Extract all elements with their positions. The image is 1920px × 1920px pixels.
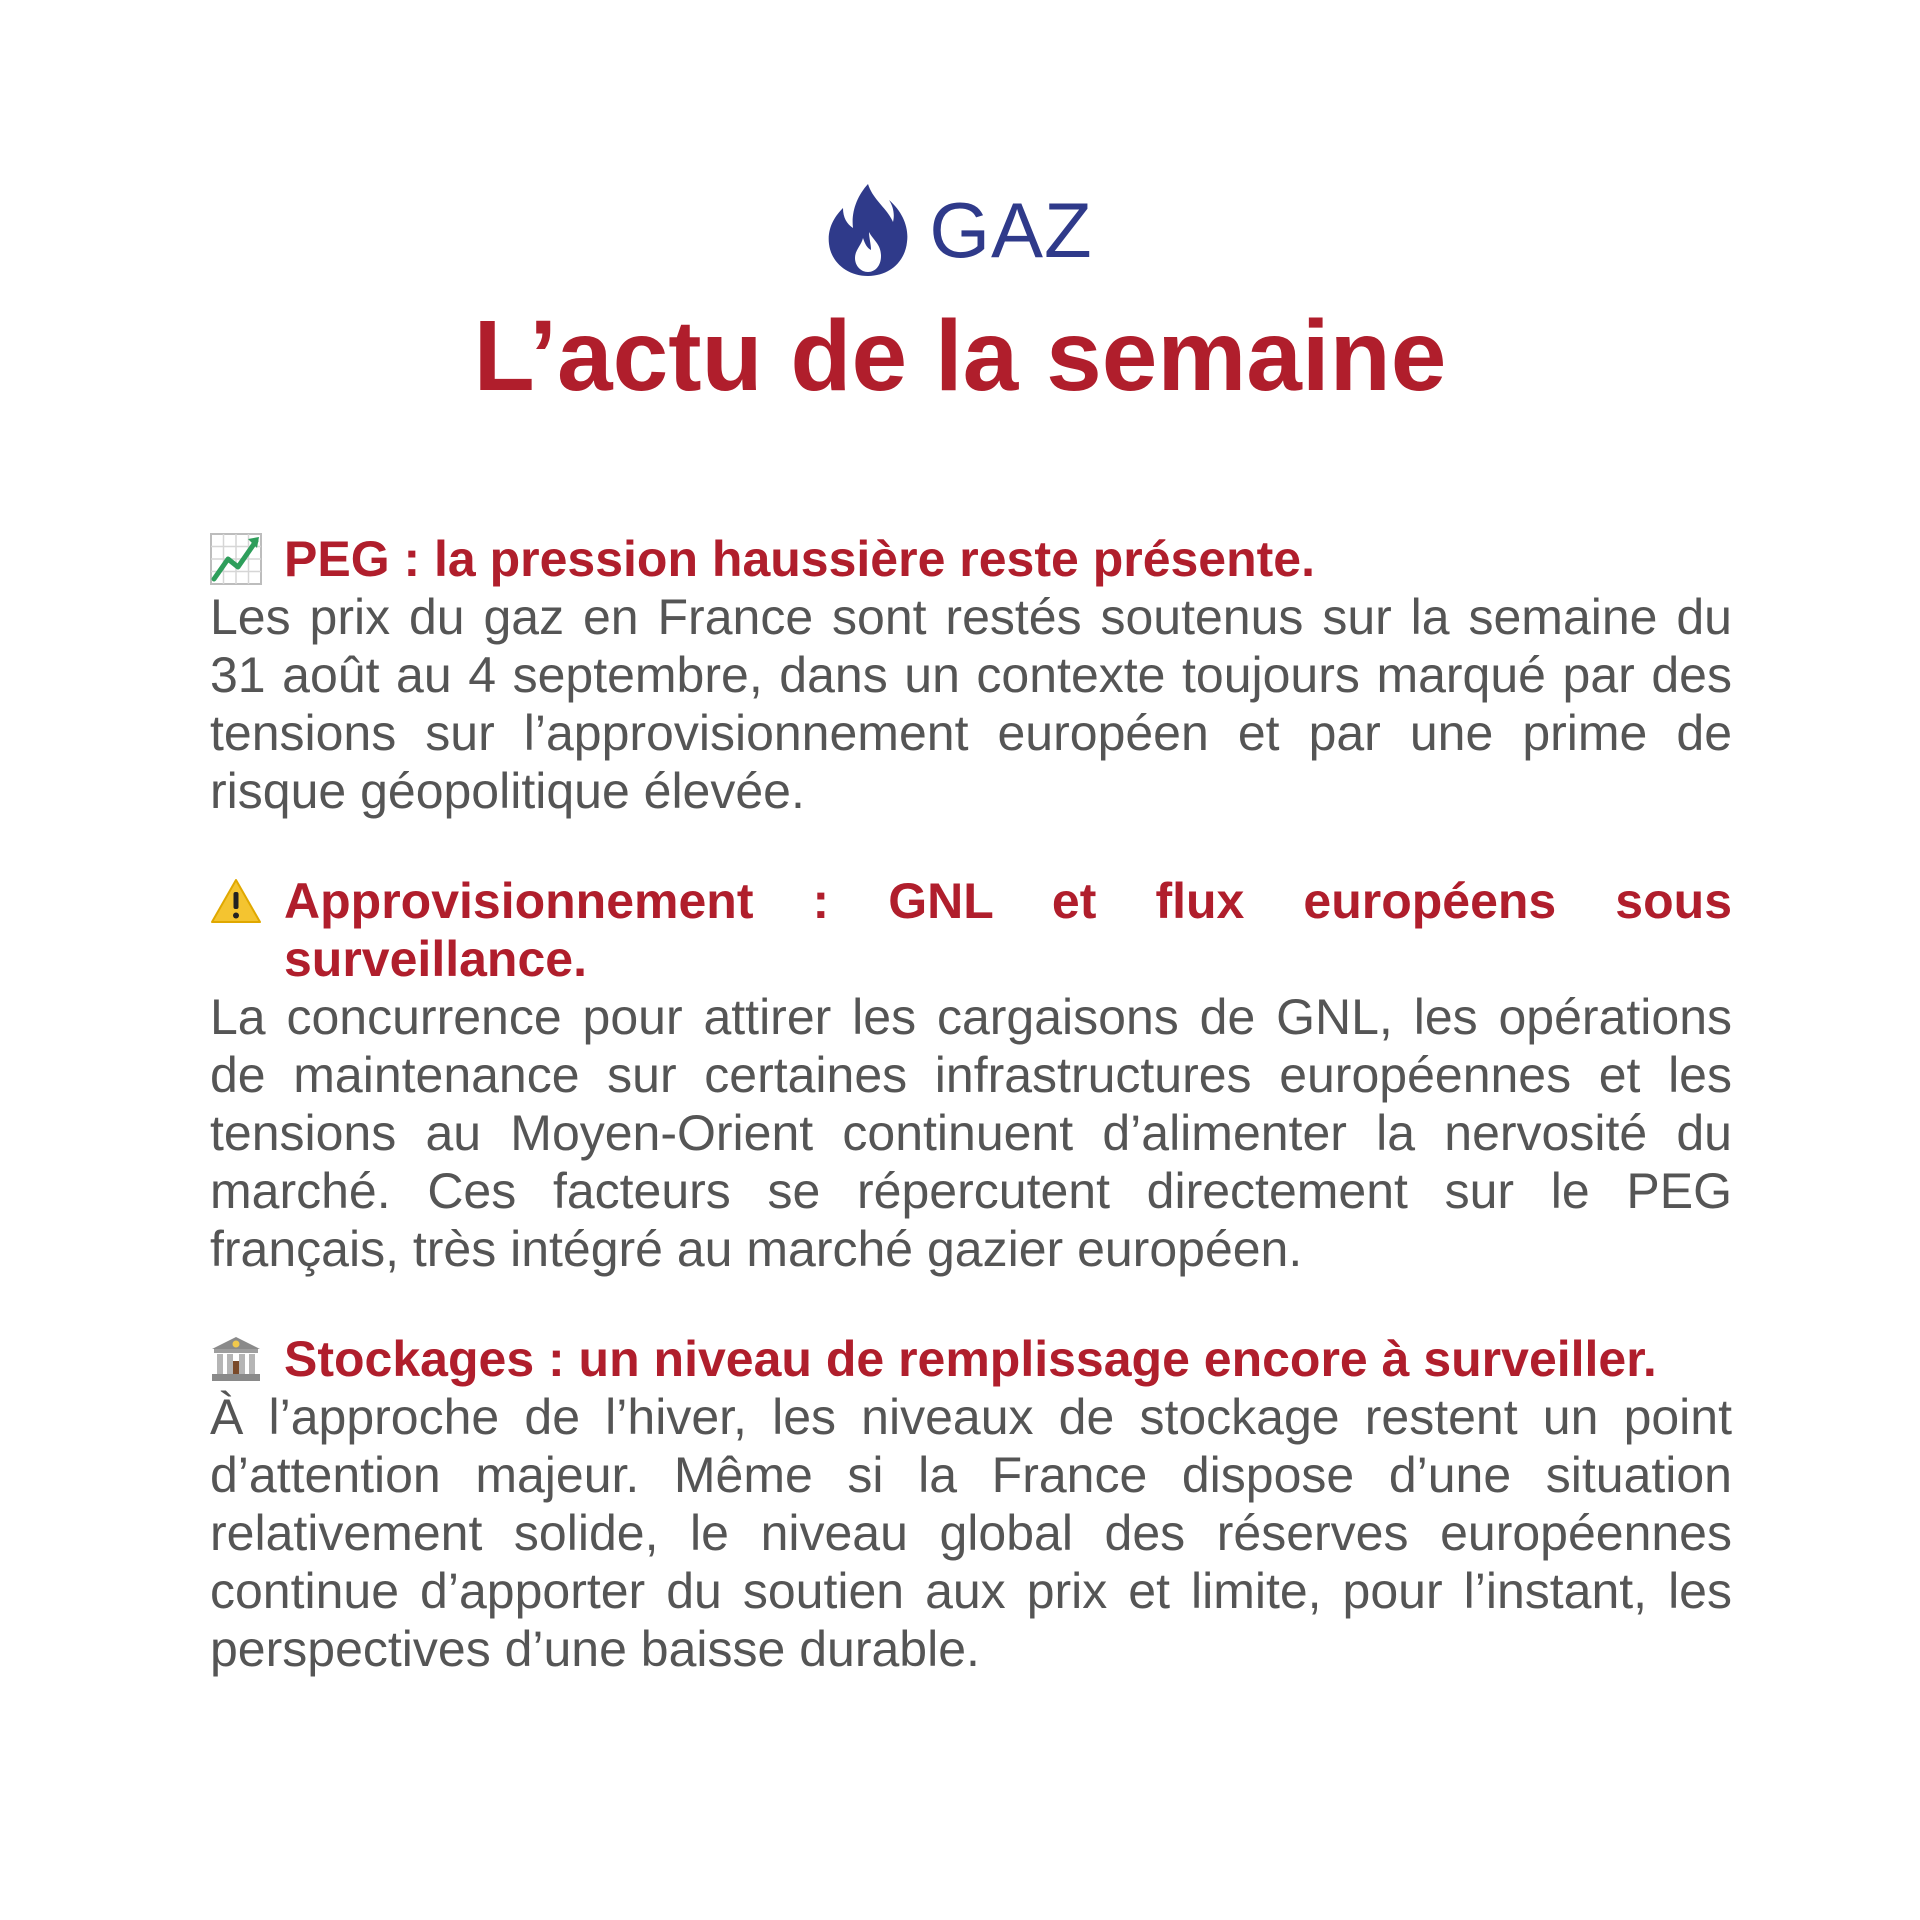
article-title — [210, 530, 1732, 588]
article-title-text: PEG : la pression haussière reste présente. — [284, 531, 1316, 587]
bank-icon — [210, 1330, 262, 1388]
article-body: La concurrence pour attirer les cargaisons de GNL, les opérations de maintenance sur certaines infrastructures européennes et les tensions au Moyen-Orient continuent d’alimenter la nervosité du marché. Ces facteurs se répercutent directement sur le PEG français, très intégré au marché gazier européen. — [210, 989, 1732, 1277]
page-title: L’actu de la semaine — [473, 300, 1447, 412]
header — [0, 180, 1920, 411]
flame-icon — [827, 182, 909, 278]
warning-icon — [210, 872, 262, 930]
article-title-text: Stockages : un niveau de remplissage encore à surveiller. — [284, 1331, 1657, 1387]
article-title-text: Approvisionnement : GNL et flux européens sous surveillance. — [284, 873, 1732, 987]
category-label: GAZ — [929, 186, 1093, 274]
article-stockages — [210, 1330, 1732, 1678]
category-heading — [827, 180, 1092, 280]
article-title — [210, 872, 1732, 988]
article-body: À l’approche de l’hiver, les niveaux de stockage restent un point d’attention majeur. Même si la France dispose d’une situation relativement solide, le niveau global des réserves européennes continue d’apporter du soutien aux prix et limite, pour l’instant, les perspectives d’une baisse durable. — [210, 1389, 1732, 1677]
chart-increasing-icon — [210, 530, 262, 588]
article-approvisionnement — [210, 872, 1732, 1278]
article-list — [210, 530, 1732, 1730]
article-body: Les prix du gaz en France sont restés soutenus sur la semaine du 31 août au 4 septembre, dans un contexte toujours marqué par des tensions sur l’approvisionnement européen et par une prime de risque géopolitique élevée. — [210, 589, 1732, 819]
article-peg — [210, 530, 1732, 820]
article-title — [210, 1330, 1732, 1388]
